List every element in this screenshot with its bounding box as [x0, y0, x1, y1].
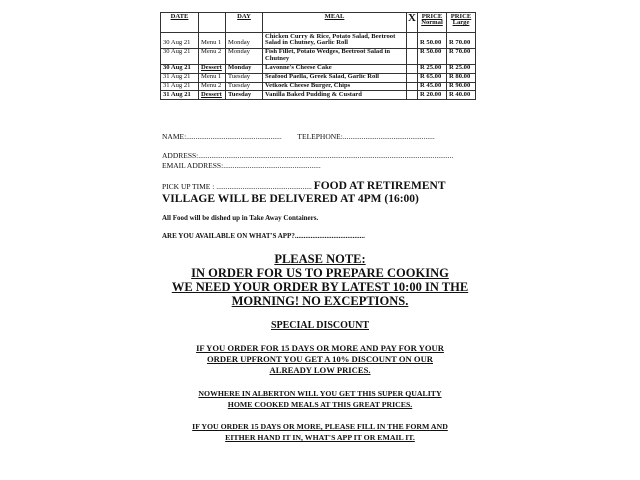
cell-price-normal: R 20.00 — [418, 91, 447, 100]
email-label: EMAIL ADDRESS: — [162, 161, 224, 170]
form-instructions-line1: IF YOU ORDER 15 DAYS OR MORE, PLEASE FILL IN THE FORM AND — [192, 422, 448, 431]
name-telephone-line — [162, 132, 435, 141]
cell-meal: Seafood Paella, Greek Salad, Garlic Roll — [263, 73, 407, 82]
menu-table — [160, 12, 476, 100]
cell-meal: Chicken Curry & Rice, Potato Salad, Beetroot Salad in Chutney, Garlic Roll — [263, 33, 407, 49]
cell-price-normal: R 50.00 — [418, 33, 447, 49]
please-note-line1: IN ORDER FOR US TO PREPARE COOKING — [191, 266, 449, 280]
cell-order-mark[interactable] — [407, 48, 418, 64]
pickup-line — [162, 180, 446, 192]
form-instructions-block — [150, 421, 490, 443]
cell-date: 30 Aug 21 — [161, 48, 199, 64]
cell-menu: Dessert — [199, 91, 226, 100]
header-date: DATE — [161, 13, 199, 33]
table-row — [161, 64, 476, 73]
nowhere-block — [150, 388, 490, 410]
cell-price-large: R 25.00 — [447, 64, 476, 73]
table-row — [161, 82, 476, 91]
please-note-block — [160, 252, 480, 308]
table-row — [161, 48, 476, 64]
table-header-row — [161, 13, 476, 33]
header-x: X — [407, 13, 418, 33]
cell-date: 30 Aug 21 — [161, 33, 199, 49]
nowhere-line1: NOWHERE IN ALBERTON WILL YOU GET THIS SUPER QUALITY — [198, 389, 442, 398]
containers-note: All Food will be dished up in Take Away Containers. — [162, 214, 319, 222]
delivery-note-line2: VILLAGE WILL BE DELIVERED AT 4PM (16:00) — [162, 193, 419, 205]
cell-day: Monday — [226, 33, 263, 49]
cell-meal: Vanilla Baked Pudding & Custard — [263, 91, 407, 100]
cell-date: 30 Aug 21 — [161, 64, 199, 73]
table-row — [161, 73, 476, 82]
cell-price-large: R 80.00 — [447, 73, 476, 82]
address-line — [162, 151, 453, 160]
cell-order-mark[interactable] — [407, 64, 418, 73]
please-note-line2: WE NEED YOUR ORDER BY LATEST 10:00 IN THE — [171, 280, 469, 294]
header-meal: MEAL — [263, 13, 407, 33]
table-row — [161, 33, 476, 49]
address-label: ADDRESS: — [162, 151, 199, 160]
cell-day: Tuesday — [226, 73, 263, 82]
whatsapp-label: ARE YOU AVAILABLE ON WHAT'S APP? — [162, 232, 295, 240]
cell-order-mark[interactable] — [407, 82, 418, 91]
discount-line3: ALREADY LOW PRICES. — [269, 365, 371, 375]
email-field[interactable]: .................................................... — [223, 161, 321, 170]
cell-menu: Menu 2 — [199, 82, 226, 91]
cell-date: 31 Aug 21 — [161, 82, 199, 91]
cell-day: Tuesday — [226, 91, 263, 100]
cell-date: 31 Aug 21 — [161, 73, 199, 82]
cell-price-large: R 70.00 — [447, 48, 476, 64]
header-price-large: PRICE Large — [447, 13, 476, 33]
name-label: NAME: — [162, 132, 187, 141]
cell-price-large: R 70.00 — [447, 33, 476, 49]
header-menu — [199, 13, 226, 33]
cell-day: Tuesday — [226, 82, 263, 91]
table-row — [161, 91, 476, 100]
cell-price-normal: R 25.00 — [418, 64, 447, 73]
discount-block — [150, 343, 490, 376]
cell-day: Monday — [226, 48, 263, 64]
address-field[interactable]: ........................................................................................................................................ — [198, 151, 454, 160]
please-note-heading: PLEASE NOTE: — [274, 252, 366, 266]
cell-price-large: R 90.00 — [447, 82, 476, 91]
pickup-field[interactable]: ................................................... — [216, 182, 312, 191]
cell-menu: Menu 1 — [199, 33, 226, 49]
header-price-normal: PRICE Normal — [418, 13, 447, 33]
discount-line1: IF YOU ORDER FOR 15 DAYS OR MORE AND PAY FOR YOUR — [196, 343, 444, 353]
pickup-label: PICK UP TIME : — [162, 182, 215, 191]
discount-line2: ORDER UPFRONT YOU GET A 10% DISCOUNT ON OUR — [206, 354, 433, 364]
cell-order-mark[interactable] — [407, 33, 418, 49]
cell-order-mark[interactable] — [407, 73, 418, 82]
cell-date: 31 Aug 21 — [161, 91, 199, 100]
nowhere-line2: HOME COOKED MEALS AT THIS GREAT PRICES. — [227, 400, 413, 409]
cell-meal: Vetkoek Cheese Burger, Chips — [263, 82, 407, 91]
email-line — [162, 161, 321, 170]
cell-menu: Menu 1 — [199, 73, 226, 82]
cell-price-normal: R 45.00 — [418, 82, 447, 91]
cell-menu: Menu 2 — [199, 48, 226, 64]
telephone-field[interactable]: ................................................. — [342, 132, 435, 141]
cell-meal: Fish Fillet, Potato Wedges, Beetroot Salad in Chutney — [263, 48, 407, 64]
cell-price-normal: R 50.00 — [418, 48, 447, 64]
whatsapp-field[interactable]: ........................................ — [294, 232, 365, 240]
name-field[interactable]: ................................................... — [186, 132, 282, 141]
cell-price-large: R 40.00 — [447, 91, 476, 100]
cell-price-normal: R 65.00 — [418, 73, 447, 82]
cell-menu: Dessert — [199, 64, 226, 73]
delivery-note-line1: FOOD AT RETIREMENT — [313, 180, 446, 192]
cell-meal: Lavonne's Cheese Cake — [263, 64, 407, 73]
whatsapp-line — [162, 232, 365, 240]
please-note-line3: MORNING! NO EXCEPTIONS. — [231, 294, 409, 308]
form-instructions-line2: EITHER HAND IT IN, WHAT'S APP IT OR EMAIL IT. — [225, 433, 415, 442]
cell-order-mark[interactable] — [407, 91, 418, 100]
telephone-label: TELEPHONE: — [297, 132, 343, 141]
header-day: DAY — [226, 13, 263, 33]
cell-day: Monday — [226, 64, 263, 73]
discount-heading: SPECIAL DISCOUNT — [270, 320, 370, 331]
